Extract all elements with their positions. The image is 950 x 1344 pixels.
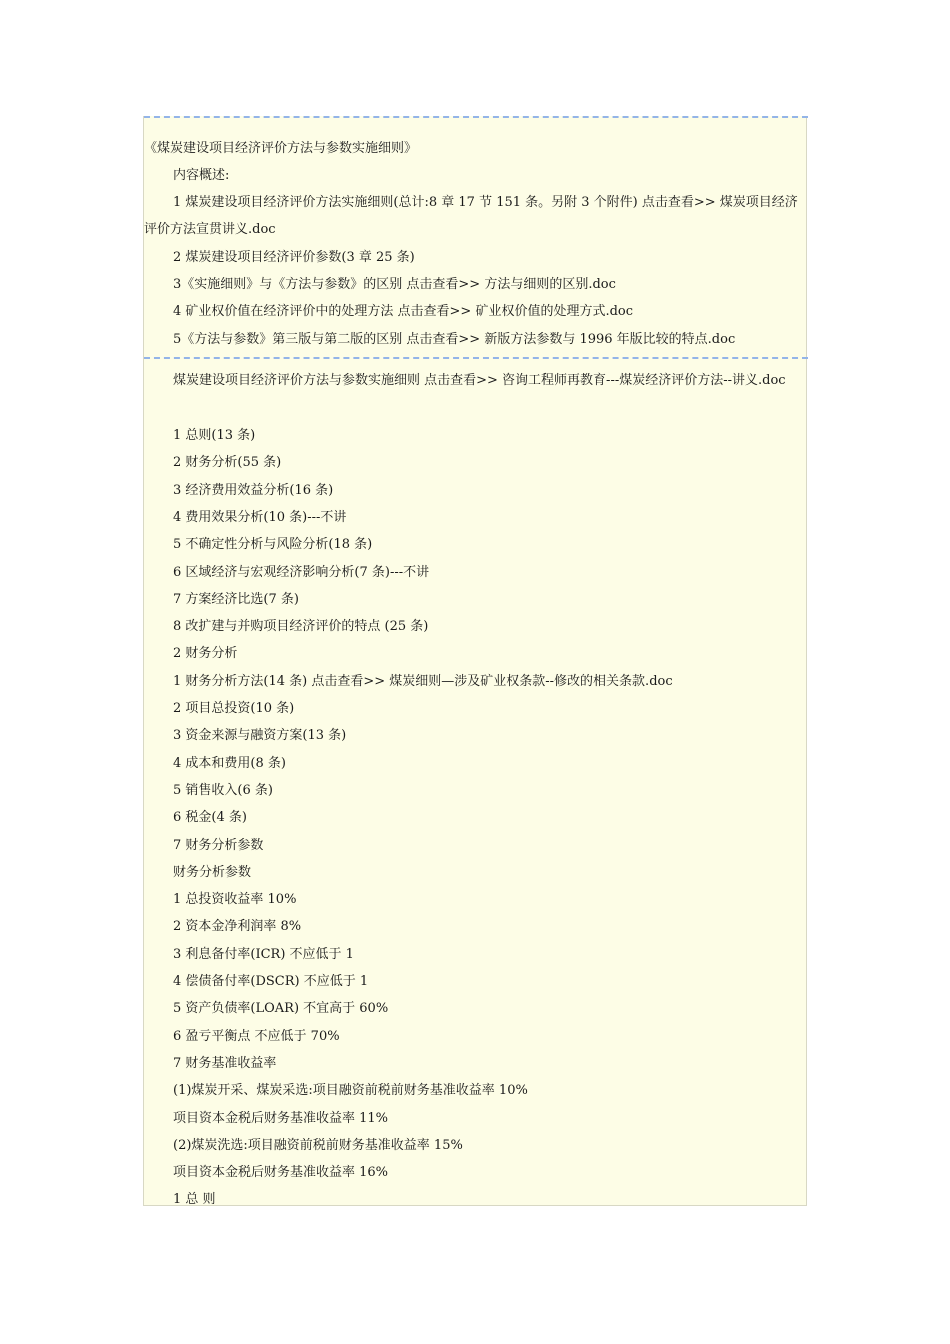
overview-item-5[interactable]: 5《方法与参数》第三版与第二版的区别 点击查看>> 新版方法参数与 1996 年版比较的特点.doc bbox=[173, 332, 736, 347]
section2-line: 项目资本金税后财务基准收益率 11% bbox=[173, 1110, 389, 1126]
section2-line: 2 项目总投资(10 条) bbox=[173, 701, 295, 716]
overview-label: 内容概述: bbox=[173, 168, 230, 183]
overview-item-4[interactable]: 4 矿业权价值在经济评价中的处理方法 点击查看>> 矿业权价值的处理方式.doc bbox=[173, 304, 634, 319]
section2-line: 8 改扩建与并购项目经济评价的特点 (25 条) bbox=[173, 619, 429, 635]
section2-line: 2 财务分析(55 条) bbox=[173, 455, 282, 471]
section2-line: 6 区域经济与宏观经济影响分析(7 条)---不讲 bbox=[173, 564, 430, 580]
section2-line: (1)煤炭开采、煤炭采选:项目融资前税前财务基准收益率 10% bbox=[173, 1083, 528, 1099]
section2-line: 3 资金来源与融资方案(13 条) bbox=[173, 728, 347, 744]
section2-line: 5 不确定性分析与风险分析(18 条) bbox=[173, 537, 373, 553]
section2-line: (2)煤炭洗选:项目融资前税前财务基准收益率 15% bbox=[173, 1137, 463, 1153]
section2-line: 项目资本金税后财务基准收益率 16% bbox=[173, 1165, 389, 1181]
section2-line: 6 盈亏平衡点 不应低于 70% bbox=[173, 1028, 340, 1044]
middle-dashed-divider bbox=[144, 357, 808, 359]
document-panel bbox=[143, 116, 807, 1206]
section2-line: 4 偿债备付率(DSCR) 不应低于 1 bbox=[173, 974, 369, 989]
section2-line[interactable]: 1 财务分析方法(14 条) 点击查看>> 煤炭细则—涉及矿业权条款--修改的相关条款.doc bbox=[173, 673, 673, 689]
section2-line: 1 总 则 bbox=[173, 1192, 216, 1208]
section2-line: 3 利息备付率(ICR) 不应低于 1 bbox=[173, 946, 354, 962]
section2-line: 6 税金(4 条) bbox=[173, 810, 247, 826]
section2-line: 1 总投资收益率 10% bbox=[173, 892, 297, 908]
section2-line: 2 资本金净利润率 8% bbox=[173, 919, 302, 935]
section2-line: 7 方案经济比选(7 条) bbox=[173, 591, 299, 607]
section2-line: 4 成本和费用(8 条) bbox=[173, 755, 286, 771]
document-title: 《煤炭建设项目经济评价方法与参数实施细则》 bbox=[144, 141, 418, 156]
section2-line: 4 费用效果分析(10 条)---不讲 bbox=[173, 509, 347, 525]
section2-line: 3 经济费用效益分析(16 条) bbox=[173, 482, 334, 498]
section2-line: 5 资产负债率(LOAR) 不宜高于 60% bbox=[173, 1001, 389, 1017]
overview-item-3[interactable]: 3《实施细则》与《方法与参数》的区别 点击查看>> 方法与细则的区别.doc bbox=[173, 277, 616, 292]
overview-item-2: 2 煤炭建设项目经济评价参数(3 章 25 条) bbox=[173, 250, 415, 265]
top-dashed-divider bbox=[144, 116, 808, 118]
section2-intro[interactable]: 煤炭建设项目经济评价方法与参数实施细则 点击查看>> 咨询工程师再教育---煤炭经济评价方法--讲义.doc bbox=[173, 373, 786, 388]
overview-item-1[interactable]: 1 煤炭建设项目经济评价方法实施细则(总计:8 章 17 节 151 条。另附 3 个附件) 点击查看>> 煤炭项目经济评价方法宣贯讲义.doc bbox=[144, 195, 798, 238]
section2-line: 7 财务基准收益率 bbox=[173, 1055, 277, 1071]
section2-line: 7 财务分析参数 bbox=[173, 837, 264, 853]
section2-line: 5 销售收入(6 条) bbox=[173, 782, 273, 798]
section2-line: 1 总则(13 条) bbox=[173, 428, 256, 443]
section2-line: 财务分析参数 bbox=[173, 864, 252, 880]
section2-line: 2 财务分析 bbox=[173, 646, 238, 662]
